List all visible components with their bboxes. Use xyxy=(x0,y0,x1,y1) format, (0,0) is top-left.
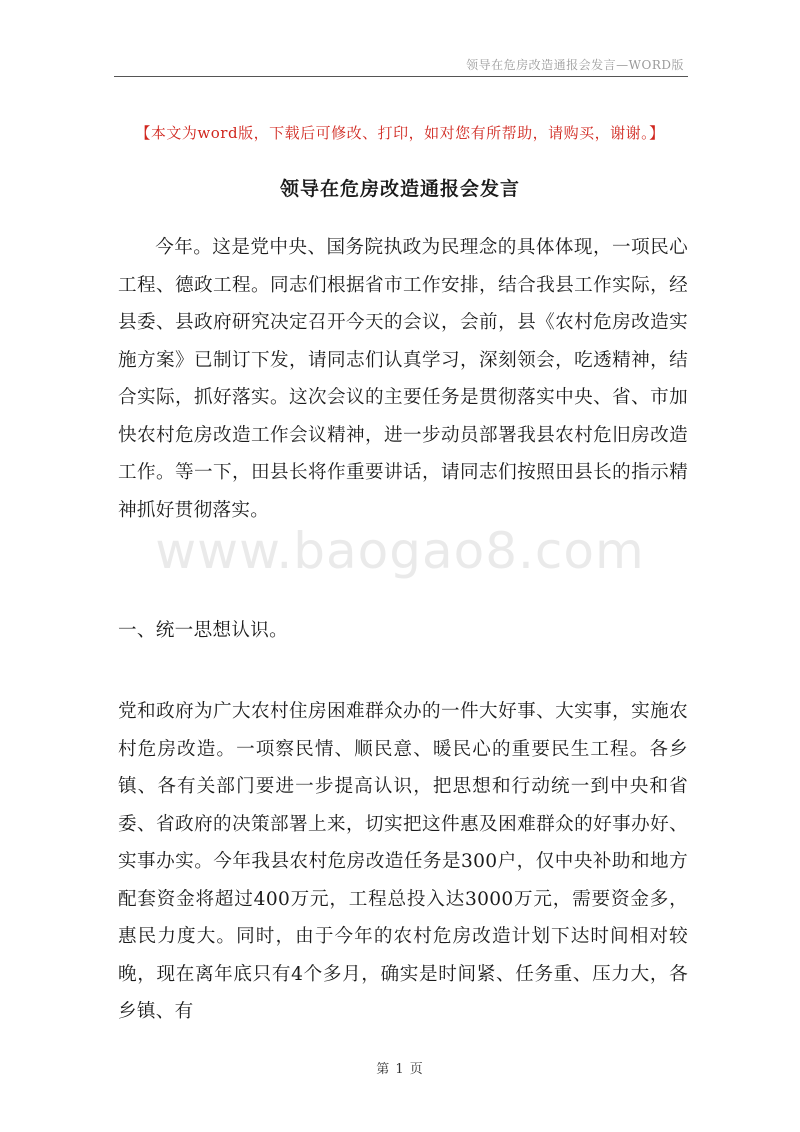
document-title: 领导在危房改造通报会发言 xyxy=(279,178,520,200)
body-paragraph-2: 党和政府为广大农村住房困难群众办的一件大好事、大实事，实施农村危房改造。一项察民情、顺民意、暖民心的重要民生工程。各乡镇、各有关部门要进一步提高认识，把思想和行动统一到中央和省委、省政府的决策部署上来，切实把这件惠及困难群众的好事办好、实事办实。今年我县农村危房改造任务是300户，仅中央补助和地方配套资金将超过400万元，工程总投入达3000万元，需要资金多，惠民力度大。同时，由于今年的农村危房改造计划下达时间相对较晚，现在离年底只有4个多月，确实是时间紧、任务重、压力大，各乡镇、有 xyxy=(118,701,688,1022)
watermark: www.baogao8.com xyxy=(155,522,645,580)
download-notice: 【本文为word版，下载后可修改、打印，如对您有所帮助，请购买，谢谢。】 xyxy=(135,124,665,142)
running-header: 领导在危房改造通报会发言—WORD版 xyxy=(466,58,684,72)
body-paragraph-1: 今年。这是党中央、国务院执政为民理念的具体体现，一项民心工程、德政工程。同志们根据省市工作安排，结合我县工作实际，经县委、县政府研究决定召开今天的会议，会前，县《农村危房改造实施方案》已制订下发，请同志们认真学习，深刻领会，吃透精神，结合实际，抓好落实。这次会议的主要任务是贯彻落实中央、省、市加快农村危房改造工作会议精神，进一步动员部署我县农村危旧房改造工作。等一下，田县长将作重要讲话，请同志们按照田县长的指示精神抓好贯彻落实。 xyxy=(118,237,688,521)
page-number: 第 1 页 xyxy=(376,1062,424,1077)
header-divider xyxy=(114,76,688,77)
section-heading-1: 一、统一思想认识。 xyxy=(118,620,289,641)
